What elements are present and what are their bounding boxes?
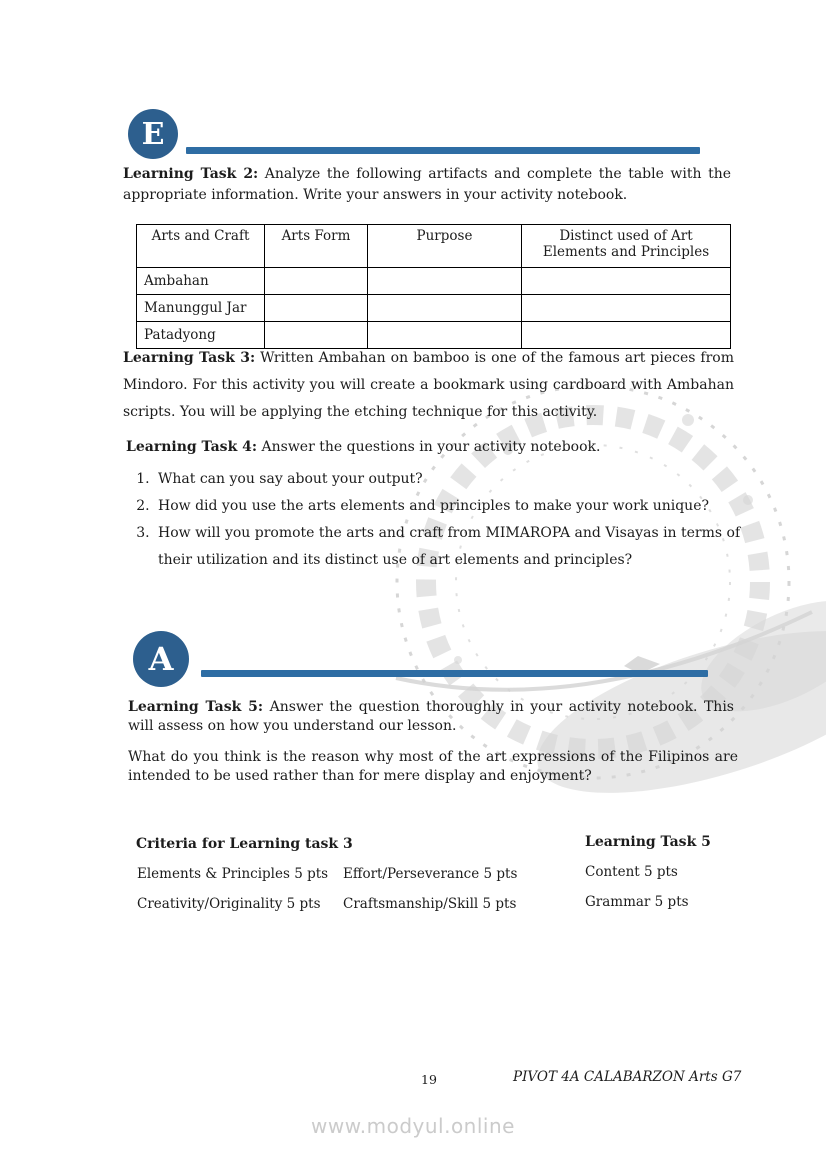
question-item: 2. How did you use the arts elements and principles to make your work unique?	[154, 493, 754, 520]
empty-cell	[368, 295, 522, 322]
artifact-name-cell: Ambahan	[137, 268, 265, 295]
task4-questions-list	[127, 466, 754, 574]
learning-task-5-text: Answer the question thoroughly in your activity notebook. This will assess on how you understand our lesson.	[128, 699, 734, 734]
site-watermark: www.modyul.online	[311, 1114, 515, 1138]
rubric-item-elements-principles: Elements & Principles 5 pts	[137, 866, 329, 882]
rubric-item-craftsmanship-skill: Craftsmanship/Skill 5 pts	[343, 896, 517, 912]
empty-cell	[265, 295, 368, 322]
rubric-item-creativity-originality: Creativity/Originality 5 pts	[137, 896, 321, 912]
learning-task-4-label: Learning Task 4:	[126, 439, 258, 455]
table-row	[137, 268, 731, 295]
section-a-rule	[201, 670, 708, 677]
table-header-row	[137, 225, 731, 268]
empty-cell	[265, 268, 368, 295]
learning-task-2-text: Analyze the following artifacts and complete the table with the appropriate information. Write your answers in your activity notebook.	[123, 166, 731, 203]
empty-cell	[522, 295, 731, 322]
learning-task-2-label: Learning Task 2:	[123, 166, 259, 182]
empty-cell	[368, 268, 522, 295]
footer-course-label: PIVOT 4A CALABARZON Arts G7	[513, 1069, 742, 1085]
learning-task-3-text: Written Ambahan on bamboo is one of the famous art pieces from Mindoro. For this activity you will create a bookmark using cardboard with Ambahan scripts. You will be applying the etching technique for this activity.	[123, 350, 734, 420]
section-a-letter: A	[148, 640, 174, 678]
page-number: 19	[421, 1072, 437, 1087]
header-arts-and-craft: Arts and Craft	[137, 225, 265, 268]
assessment-question: What do you think is the reason why most of the art expressions of the Filipinos are intended to be used rather than for mere display and enjoyment?	[128, 749, 738, 784]
learning-task-2-paragraph	[123, 164, 731, 206]
header-purpose: Purpose	[368, 225, 522, 268]
learning-task-4-text: Answer the questions in your activity notebook.	[261, 439, 601, 455]
section-e-rule	[186, 147, 700, 154]
learning-task-3-label: Learning Task 3:	[123, 350, 256, 366]
rubric-item-grammar: Grammar 5 pts	[585, 894, 689, 910]
learning-task-5-label: Learning Task 5:	[128, 699, 264, 715]
artifacts-table	[136, 224, 731, 349]
table-row	[137, 295, 731, 322]
rubric-item-content: Content 5 pts	[585, 864, 678, 880]
question-item: 1. What can you say about your output?	[154, 466, 754, 493]
learning-task-5-paragraph	[128, 698, 734, 736]
rubric-item-effort-perseverance: Effort/Perseverance 5 pts	[343, 866, 518, 882]
question-item: 3. How will you promote the arts and craft from MIMAROPA and Visayas in terms of their utilization and its distinct use of art elements and principles?	[154, 520, 754, 574]
learning-task-3-paragraph	[123, 345, 734, 426]
rubric-task5-title: Learning Task 5	[585, 834, 711, 850]
learning-task-4-paragraph	[126, 437, 726, 457]
artifact-name-cell: Patadyong	[137, 322, 265, 349]
empty-cell	[522, 268, 731, 295]
artifact-name-cell: Manunggul Jar	[137, 295, 265, 322]
section-e-badge	[128, 109, 178, 159]
header-distinct-art-elements: Distinct used of Art Elements and Principles	[522, 225, 731, 268]
header-arts-form: Arts Form	[265, 225, 368, 268]
rubric-task3-title: Criteria for Learning task 3	[136, 836, 353, 852]
section-e-letter: E	[141, 116, 165, 152]
section-a-badge	[133, 631, 189, 687]
